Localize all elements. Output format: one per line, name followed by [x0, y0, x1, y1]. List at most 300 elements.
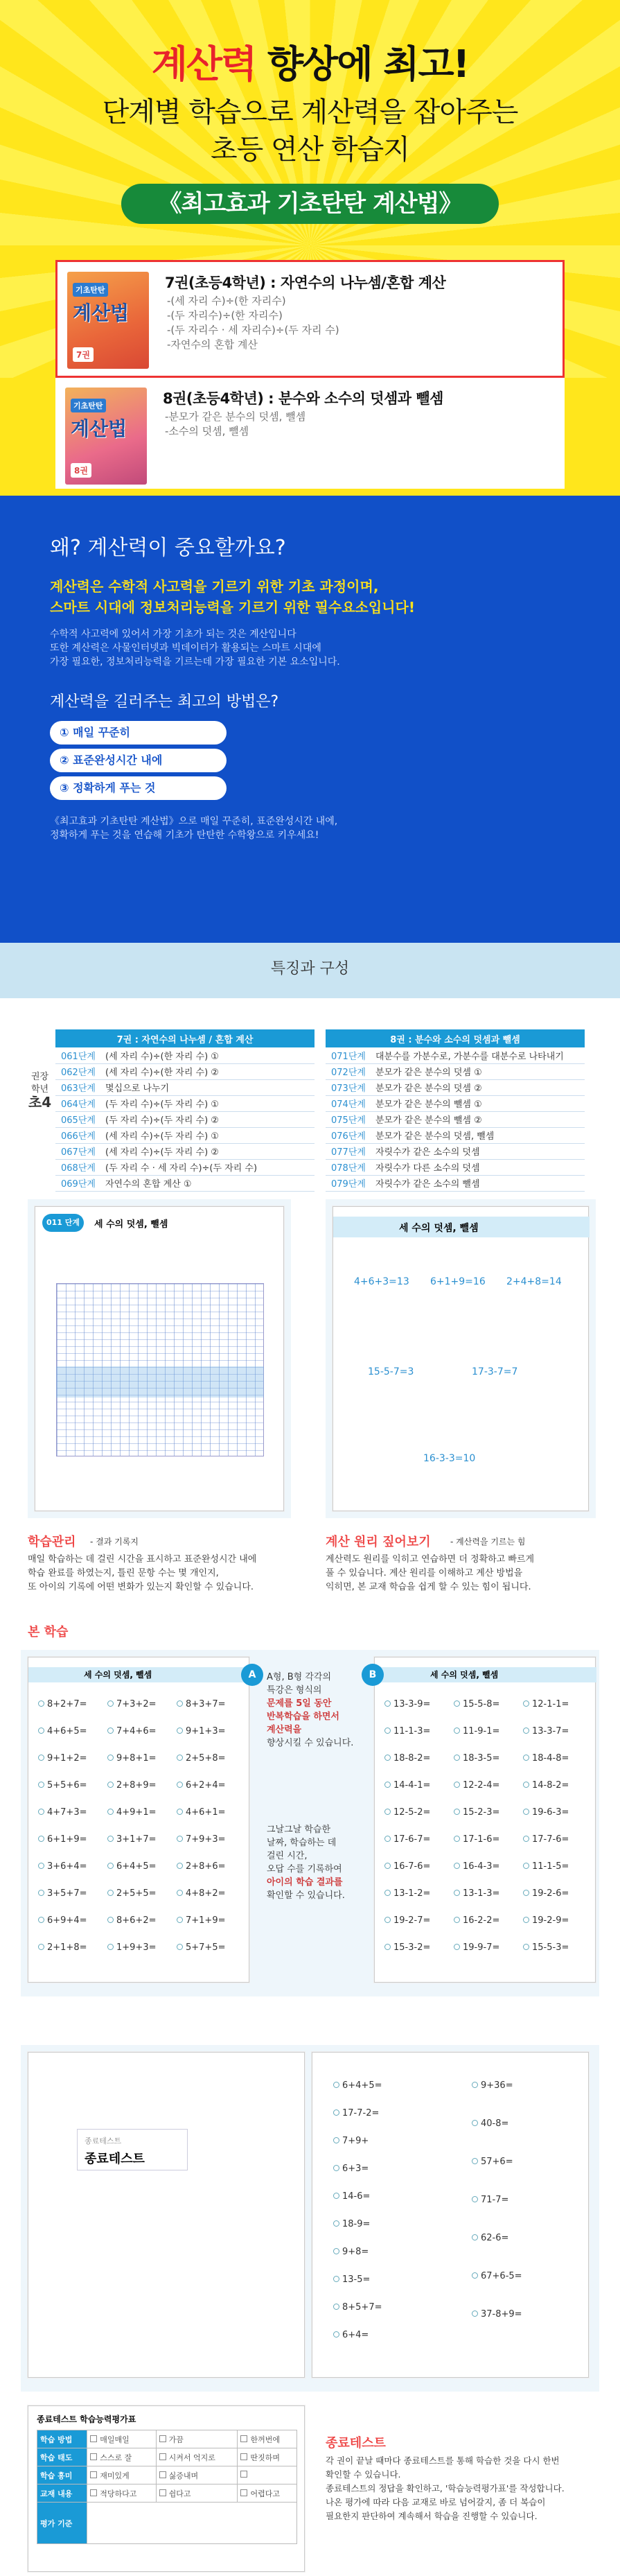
note-line: 걸린 시간,	[267, 1851, 308, 1861]
problem-item: 6+9+4=	[38, 1915, 87, 1926]
record-desc-line: 학습 완료를 하였는지, 틀린 문항 수는 몇 개인지,	[28, 1568, 219, 1578]
problem-marker	[523, 1728, 529, 1734]
problem-marker	[177, 1863, 183, 1869]
problem-marker	[384, 1890, 391, 1896]
problem-item: 19-2-7=	[384, 1915, 430, 1926]
record-desc	[28, 1553, 256, 1594]
evaluation-option[interactable]: 어렵다고	[238, 2484, 297, 2503]
problem-item: 5+5+6=	[38, 1780, 87, 1791]
main-study-section	[0, 1615, 620, 2003]
book-contents	[165, 410, 305, 439]
evaluation-sheet	[28, 2405, 305, 2572]
problem-item: 17-1-6=	[454, 1834, 499, 1845]
problem-marker	[384, 1944, 391, 1950]
problem-item: 2+8+6=	[177, 1861, 226, 1872]
book-content-line: -소수의 덧셈, 뺄셈	[165, 425, 249, 437]
desc-line: 각 권이 끝날 때마다 종료테스트를 통해 학습한 것을 다시 한번	[326, 2455, 560, 2466]
why-highlight-2: 스마트 시대에 정보처리능력을 기르기 위한 필수요소입니다!	[50, 599, 415, 616]
problem-item: 1+9+3=	[107, 1942, 157, 1953]
problem-item: 11-1-5=	[523, 1861, 569, 1872]
problem-marker	[177, 1728, 183, 1734]
final-test-section	[0, 2017, 620, 2576]
problem-marker	[523, 1890, 529, 1896]
step-number: 063단계	[55, 1079, 100, 1095]
note-line: 오답 수를 기록하여	[267, 1864, 342, 1874]
problem-item: 4+6+1=	[177, 1807, 226, 1818]
problem-item: 71-7=	[472, 2195, 508, 2205]
problem-item: 9+1+3=	[177, 1726, 226, 1737]
problem-marker	[333, 2304, 339, 2310]
problem-marker	[472, 2272, 478, 2279]
problem-item: 13-5=	[333, 2274, 370, 2285]
problem-item: 15-2-3=	[454, 1807, 499, 1818]
problem-marker	[523, 1944, 529, 1950]
problem-marker	[333, 2248, 339, 2254]
table-row	[326, 1175, 585, 1191]
problem-item: 6+4+5=	[107, 1861, 157, 1872]
step-number: 064단계	[55, 1095, 100, 1111]
problem-marker	[333, 2193, 339, 2199]
problem-item: 15-5-3=	[523, 1942, 569, 1953]
step-number: 061단계	[55, 1047, 100, 1063]
type-a-badge: A	[241, 1664, 263, 1686]
book-card-7[interactable]	[55, 260, 565, 378]
step-topic: (세 자리 수)÷(두 자리 수) ②	[100, 1143, 315, 1159]
record-grid-band	[56, 1366, 264, 1398]
book-content-line: -(두 자리수)÷(한 자리수)	[167, 309, 283, 322]
problem-marker	[38, 1944, 44, 1950]
problem-marker	[177, 1944, 183, 1950]
problem-item: 7+9+	[333, 2136, 369, 2146]
table-row	[326, 1143, 585, 1159]
table-row	[55, 1143, 315, 1159]
note-line: 계산력을	[267, 1725, 302, 1735]
problem-marker	[384, 1755, 391, 1761]
evaluation-option[interactable]: 스스로 잘	[87, 2448, 156, 2466]
principle-subheading: - 계산력을 기르는 힘	[450, 1537, 526, 1547]
table-row	[326, 1047, 585, 1063]
step-topic: 분모가 같은 분수의 덧셈, 뺄셈	[370, 1127, 585, 1143]
problem-item: 3+5+7=	[38, 1888, 87, 1899]
problem-marker	[454, 1944, 460, 1950]
table-book-8	[326, 1029, 585, 1208]
problem-item: 15-3-2=	[384, 1942, 430, 1953]
step-topic: 분모가 같은 분수의 뺄셈 ②	[370, 1111, 585, 1127]
problem-item: 18-4-8=	[523, 1753, 569, 1764]
problem-marker	[523, 1836, 529, 1842]
problem-marker	[384, 1836, 391, 1842]
problem-item: 16-7-6=	[384, 1861, 430, 1872]
problem-marker	[107, 1755, 114, 1761]
table-row	[55, 1047, 315, 1063]
table-row	[55, 1159, 315, 1175]
desc-line: 필요한지 판단하여 계속해서 학습을 진행할 수 있습니다.	[326, 2511, 538, 2521]
why-text-2: 또한 계산력은 사물인터넷과 빅데이터가 활용되는 스마트 시대에	[50, 643, 321, 654]
note-line: 날짜, 학습하는 데	[267, 1838, 337, 1848]
cover-title: 계산법	[73, 302, 130, 324]
concept-page	[333, 1206, 589, 1511]
problem-item: 8+3+7=	[177, 1699, 226, 1709]
problem-marker	[523, 1863, 529, 1869]
note-line: 향상시킬 수 있습니다.	[267, 1738, 354, 1748]
problem-marker	[177, 1836, 183, 1842]
hero-lower	[0, 378, 620, 496]
evaluation-label: 평가 기준	[37, 2503, 87, 2544]
problem-item: 11-1-3=	[384, 1726, 430, 1737]
problem-marker	[454, 1755, 460, 1761]
step-topic: 분모가 같은 분수의 뺄셈 ①	[370, 1095, 585, 1111]
step-number: 078단계	[326, 1159, 370, 1175]
problem-item: 6+3=	[333, 2164, 369, 2174]
problem-item: 4+9+1=	[107, 1807, 157, 1818]
book-card-8[interactable]	[55, 378, 565, 489]
table-row	[55, 1111, 315, 1127]
problem-marker	[333, 2082, 339, 2088]
problem-item: 6+1+9=	[38, 1834, 87, 1845]
step-number: 065단계	[55, 1111, 100, 1127]
note-line: 아이의 학습 결과를	[267, 1877, 343, 1888]
cover-series: 기초탄탄	[73, 283, 108, 297]
problem-item: 13-3-7=	[523, 1726, 569, 1737]
concept-example: 15-5-7=3	[368, 1366, 414, 1377]
step-topic: 분모가 같은 분수의 덧셈 ②	[370, 1079, 585, 1095]
record-desc-line: 또 아이의 기록에 어떤 변화가 있는지 확인할 수 있습니다.	[28, 1582, 254, 1592]
note-repeat	[267, 1671, 353, 1750]
problem-marker	[333, 2276, 339, 2282]
evaluation-option[interactable]	[238, 2466, 297, 2484]
problem-marker	[38, 1863, 44, 1869]
page-title: 세 수의 덧셈, 뺄셈	[84, 1670, 152, 1680]
step-number: 071단계	[326, 1047, 370, 1063]
step-topic: (세 자리 수)÷(한 자리 수) ②	[100, 1063, 315, 1079]
why-text-3: 가장 필요한, 정보처리능력을 기르는데 가장 필요한 기본 요소입니다.	[50, 656, 340, 668]
problem-marker	[454, 1890, 460, 1896]
evaluation-row	[37, 2448, 297, 2466]
step-topic: 자연수의 혼합 계산 ①	[100, 1175, 315, 1191]
problem-item: 7+1+9=	[177, 1915, 226, 1926]
problem-item: 13-3-9=	[384, 1699, 430, 1709]
problem-item: 8+6+2=	[107, 1915, 157, 1926]
problem-marker	[472, 2082, 478, 2088]
problem-marker	[384, 1728, 391, 1734]
problem-item: 2+5+8=	[177, 1753, 226, 1764]
step-topic: 자릿수가 같은 소수의 뺄셈	[370, 1175, 585, 1191]
problem-item: 15-5-8=	[454, 1699, 499, 1709]
step-topic: 분모가 같은 분수의 덧셈 ①	[370, 1063, 585, 1079]
table-row	[55, 1095, 315, 1111]
problem-marker	[384, 1917, 391, 1923]
problem-item: 11-9-1=	[454, 1726, 499, 1737]
final-test-problem-page	[312, 2052, 589, 2378]
type-b-badge: B	[362, 1664, 384, 1686]
problem-marker	[38, 1836, 44, 1842]
problem-marker	[177, 1809, 183, 1815]
table-row	[326, 1159, 585, 1175]
level-label-text: 권장 학년	[30, 1072, 49, 1095]
problem-marker	[384, 1863, 391, 1869]
problem-item: 57+6=	[472, 2157, 513, 2167]
problem-marker	[523, 1700, 529, 1707]
problem-item: 9+36=	[472, 2080, 513, 2091]
problem-item: 12-2-4=	[454, 1780, 499, 1791]
study-page-b	[374, 1657, 596, 1983]
evaluation-option[interactable]: 쉽다고	[156, 2484, 238, 2503]
evaluation-row	[37, 2503, 297, 2544]
problem-marker	[472, 2310, 478, 2317]
step-number: 062단계	[55, 1063, 100, 1079]
problem-marker	[333, 2165, 339, 2171]
problem-marker	[384, 1700, 391, 1707]
table-row	[55, 1079, 315, 1095]
evaluation-row	[37, 2484, 297, 2503]
problem-item: 2+1+8=	[38, 1942, 87, 1953]
problem-marker	[333, 2331, 339, 2338]
problem-item: 19-9-7=	[454, 1942, 499, 1953]
step-number: 073단계	[326, 1079, 370, 1095]
problem-item: 6+4+5=	[333, 2080, 382, 2091]
evaluation-label: 학습 태도	[37, 2448, 87, 2466]
problem-item: 3+1+7=	[107, 1834, 157, 1845]
record-heading: 학습관리	[28, 1535, 76, 1549]
problem-marker	[107, 1836, 114, 1842]
problem-item: 18-3-5=	[454, 1753, 499, 1764]
note-line: A형, B형 각각의	[267, 1672, 331, 1682]
table-row	[55, 1127, 315, 1143]
level-label	[28, 1071, 52, 1111]
step-topic: 대분수를 가분수로, 가분수를 대분수로 나타내기	[370, 1047, 585, 1063]
step-number: 075단계	[326, 1111, 370, 1127]
book-title: 7권(초등4학년) : 자연수의 나누셈/혼합 계산	[165, 275, 446, 291]
book-cover-8	[65, 388, 147, 485]
problem-item: 17-6-7=	[384, 1834, 430, 1845]
record-desc-line: 매일 학습하는 데 걸린 시간을 표시하고 표준완성시간 내에	[28, 1554, 257, 1565]
problem-item: 16-4-3=	[454, 1861, 499, 1872]
final-test-heading: 종료테스트	[326, 2436, 386, 2451]
concept-example: 2+4+8=14	[506, 1276, 562, 1287]
problem-marker	[107, 1890, 114, 1896]
method-pill-2: ② 표준완성시간 내에	[50, 749, 227, 772]
final-test-title: 종료테스트	[85, 2152, 145, 2166]
method-heading: 계산력을 길러주는 최고의 방법은?	[50, 693, 279, 711]
why-text-4: 《최고효과 기초탄탄 계산법》으로 매일 꾸준히, 표준완성시간 내에,	[50, 816, 338, 827]
problem-marker	[38, 1782, 44, 1788]
main-study-heading: 본 학습	[28, 1625, 69, 1639]
final-test-desc	[326, 2454, 565, 2523]
evaluation-option[interactable]: 재미있게	[87, 2466, 156, 2484]
problem-item: 6+2+4=	[177, 1780, 226, 1791]
features-heading: 특징과 구성	[270, 960, 350, 977]
cover-grade: 8권	[71, 463, 91, 478]
desc-line: 확인할 수 있습니다.	[326, 2469, 401, 2480]
note-line: 반복학습을 하면서	[267, 1712, 339, 1722]
step-number: 079단계	[326, 1175, 370, 1191]
problem-item: 9+8=	[333, 2247, 369, 2257]
table-row	[326, 1111, 585, 1127]
principle-heading: 계산 원리 짚어보기	[326, 1535, 431, 1549]
evaluation-option[interactable]: 한꺼번에	[238, 2430, 297, 2448]
note-line: 그날그날 학습한	[267, 1825, 331, 1835]
problem-marker	[38, 1700, 44, 1707]
problem-marker	[472, 2234, 478, 2240]
step-topic: (두 자리 수)÷(두 자리 수) ②	[100, 1111, 315, 1127]
problem-marker	[472, 2196, 478, 2202]
problem-marker	[38, 1809, 44, 1815]
table-header: 7권 : 자연수의 나누셈 / 혼합 계산	[55, 1029, 315, 1047]
step-number: 069단계	[55, 1175, 100, 1191]
hero-title-rest: 향상에 최고!	[256, 42, 469, 86]
principle-desc	[326, 1553, 534, 1594]
problem-item: 3+6+4=	[38, 1861, 87, 1872]
problem-item: 18-9=	[333, 2219, 370, 2229]
hero-section	[0, 0, 620, 409]
step-topic: (두 자리 수 · 세 자리 수)÷(두 자리 수)	[100, 1159, 315, 1175]
problem-marker	[107, 1809, 114, 1815]
cover-grade: 7권	[73, 347, 94, 362]
evaluation-title: 종료테스트 학습능력평가표	[37, 2414, 136, 2424]
problem-item: 16-2-2=	[454, 1915, 499, 1926]
problem-item: 14-4-1=	[384, 1780, 430, 1791]
problem-marker	[472, 2120, 478, 2126]
table-row	[55, 1175, 315, 1191]
table-header: 8권 : 분수와 소수의 덧셈과 뺄셈	[326, 1029, 585, 1047]
problem-item: 2+8+9=	[107, 1780, 157, 1791]
problem-item: 62-6=	[472, 2233, 508, 2243]
problem-marker	[177, 1755, 183, 1761]
problem-item: 19-2-9=	[523, 1915, 569, 1926]
evaluation-option[interactable]: 가끔	[156, 2430, 238, 2448]
step-topic: (세 자리 수)÷(한 자리 수) ①	[100, 1047, 315, 1063]
features-band	[0, 943, 620, 998]
problem-marker	[523, 1782, 529, 1788]
step-number: 077단계	[326, 1143, 370, 1159]
level-value: 초4	[28, 1094, 52, 1111]
problem-marker	[472, 2158, 478, 2164]
step-number: 074단계	[326, 1095, 370, 1111]
study-page-a	[28, 1657, 249, 1983]
why-text-5: 정확하게 푸는 것을 연습해 기초가 탄탄한 수학왕으로 키우세요!	[50, 830, 319, 841]
step-topic: 몇십으로 나누기	[100, 1079, 315, 1095]
problem-marker	[107, 1863, 114, 1869]
problem-marker	[177, 1782, 183, 1788]
step-title: 세 수의 덧셈, 뺄셈	[94, 1219, 168, 1230]
problem-marker	[177, 1917, 183, 1923]
problem-item: 6+4=	[333, 2330, 369, 2340]
problem-marker	[333, 2220, 339, 2227]
evaluation-option[interactable]: 싫증내며	[156, 2466, 238, 2484]
evaluation-option[interactable]: 매일매일	[87, 2430, 156, 2448]
evaluation-row	[37, 2466, 297, 2484]
problem-marker	[523, 1809, 529, 1815]
problem-item: 13-1-3=	[454, 1888, 499, 1899]
table-book-7	[55, 1029, 315, 1208]
cover-series: 기초탄탄	[71, 399, 106, 412]
method-pill-3: ③ 정확하게 푸는 것	[50, 776, 227, 800]
evaluation-criteria	[87, 2503, 297, 2544]
why-section	[0, 496, 620, 1005]
problem-item: 19-2-6=	[523, 1888, 569, 1899]
final-test-card	[77, 2129, 188, 2170]
problem-marker	[523, 1917, 529, 1923]
table-row	[55, 1063, 315, 1079]
problem-marker	[454, 1700, 460, 1707]
step-number: 072단계	[326, 1063, 370, 1079]
problem-marker	[107, 1782, 114, 1788]
problem-item: 12-5-2=	[384, 1807, 430, 1818]
book-content-line: -자연수의 혼합 계산	[167, 338, 258, 351]
record-subheading: - 결과 기록지	[90, 1537, 139, 1547]
step-topic: 자릿수가 같은 소수의 덧셈	[370, 1143, 585, 1159]
problem-marker	[523, 1755, 529, 1761]
note-record	[267, 1823, 345, 1902]
problem-item: 13-1-2=	[384, 1888, 430, 1899]
problem-marker	[454, 1782, 460, 1788]
problem-item: 12-1-1=	[523, 1699, 569, 1709]
book-content-line: -(세 자리 수)÷(한 자리수)	[167, 295, 286, 307]
book-content-line: -분모가 같은 분수의 덧셈, 뺄셈	[165, 410, 306, 423]
problem-item: 5+7+5=	[177, 1942, 226, 1953]
hero-subtitle-2: 초등 연산 학습지	[211, 134, 409, 166]
step-number: 068단계	[55, 1159, 100, 1175]
problem-marker	[384, 1809, 391, 1815]
evaluation-option[interactable]: 시켜서 억지로	[156, 2448, 238, 2466]
table-row	[326, 1095, 585, 1111]
note-line: 확인할 수 있습니다.	[267, 1890, 345, 1901]
problem-item: 37-8+9=	[472, 2309, 522, 2320]
problem-marker	[454, 1836, 460, 1842]
concept-example: 6+1+9=16	[430, 1276, 486, 1287]
problem-marker	[333, 2137, 339, 2143]
evaluation-option[interactable]: 딴짓하며	[238, 2448, 297, 2466]
cover-title: 계산법	[71, 417, 127, 440]
evaluation-option[interactable]: 적당하다고	[87, 2484, 156, 2503]
why-text-1: 수학적 사고력에 있어서 가장 기초가 되는 것은 계산입니다	[50, 629, 296, 640]
evaluation-label: 학습 흥미	[37, 2466, 87, 2484]
step-number: 067단계	[55, 1143, 100, 1159]
problem-item: 4+6+5=	[38, 1726, 87, 1737]
problem-item: 19-6-3=	[523, 1807, 569, 1818]
table-row	[326, 1063, 585, 1079]
problem-marker	[384, 1782, 391, 1788]
problem-item: 7+3+2=	[107, 1699, 157, 1709]
principle-desc-line: 익히면, 본 교재 학습을 쉽게 할 수 있는 힘이 됩니다.	[326, 1582, 531, 1592]
problem-marker	[107, 1700, 114, 1707]
step-badge: 011 단계	[42, 1214, 84, 1232]
problem-item: 8+2+7=	[38, 1699, 87, 1709]
note-line: 문제를 5일 동안	[267, 1698, 332, 1709]
problem-item: 4+8+2=	[177, 1888, 226, 1899]
problem-item: 4+7+3=	[38, 1807, 87, 1818]
problem-marker	[177, 1700, 183, 1707]
problem-item: 9+8+1=	[107, 1753, 157, 1764]
page-title: 세 수의 덧셈, 뺄셈	[430, 1670, 499, 1680]
hero-title	[0, 35, 620, 88]
features-section	[0, 943, 620, 1190]
final-test-small: 종료테스트	[85, 2136, 122, 2146]
book-content-line: -(두 자리수 · 세 자리수)÷(두 자리 수)	[167, 324, 339, 336]
method-pill-1: ① 매일 꾸준히	[50, 721, 227, 745]
evaluation-row	[37, 2430, 297, 2448]
step-number: 076단계	[326, 1127, 370, 1143]
problem-item: 67+6-5=	[472, 2271, 522, 2281]
desc-line: 나온 평가에 따라 다음 교재로 바로 넘어갈지, 좀 더 복습이	[326, 2497, 546, 2507]
problem-marker	[333, 2109, 339, 2116]
problem-item: 14-6=	[333, 2191, 370, 2202]
hero-title-highlight: 계산력	[151, 42, 256, 86]
book-cover-7	[67, 272, 149, 369]
problem-marker	[38, 1728, 44, 1734]
table-row	[326, 1079, 585, 1095]
problem-item: 14-8-2=	[523, 1780, 569, 1791]
